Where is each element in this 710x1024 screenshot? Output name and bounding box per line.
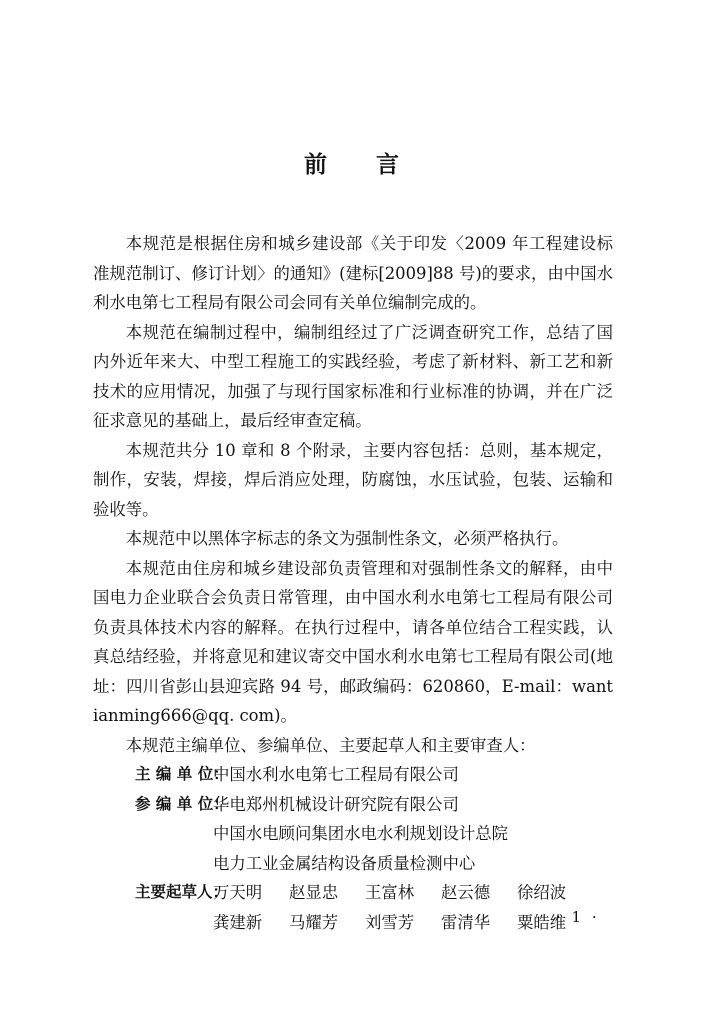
paragraph-4: 本规范中以黑体字标志的条文为强制性条文，必须严格执行。	[125, 529, 569, 548]
drafters-row	[93, 908, 613, 938]
page-number: · 1 ·	[556, 908, 600, 926]
paragraph-1: 本规范是根据住房和城乡建设部《关于印发〈2009 年工程建设标准规范制订、修订计划〉的通知》(建标[2009]88 号)的要求，由中国水利水电第七工程局有限公司会同有关单位编制完成的。	[93, 234, 613, 312]
drafters-names	[213, 908, 613, 938]
drafters-label: 主要起草人：	[135, 883, 229, 901]
drafter-name: 刘雪芳	[365, 912, 415, 932]
contributors-list	[93, 760, 613, 937]
participating-unit-row	[93, 849, 613, 879]
drafter-name: 龚建新	[213, 912, 263, 932]
title-char-2: 言	[376, 152, 401, 178]
drafters-names	[213, 878, 613, 908]
participating-unit-value: 中国水电顾问集团水电水利规划设计总院	[213, 824, 509, 843]
preface-body	[93, 229, 613, 937]
drafter-name: 王富林	[365, 883, 415, 902]
participating-unit-value: 华电郑州机械设计研究院有限公司	[213, 794, 459, 814]
chief-unit-label: 主 编 单 位：	[135, 765, 229, 783]
drafter-name: 万天明	[213, 883, 263, 902]
drafters-row	[93, 878, 613, 908]
participating-unit-label: 参 编 单 位：	[135, 794, 229, 813]
drafter-name: 粟皓维	[517, 912, 567, 932]
paragraph-5: 本规范由住房和城乡建设部负责管理和对强制性条文的解释，由中国电力企业联合会负责日常管理，由中国水利水电第七工程局有限公司负责具体技术内容的解释。在执行过程中，请各单位结合工程实践，认真总结经验，并将意见和建议寄交中国水利水电第七工程局有限公司(地址：四川省彭山县迎宾路 94 号，邮政编码：620860，E-mail：wantianming666@qq. com)。	[93, 558, 613, 725]
title-char-1: 前	[304, 152, 329, 178]
chief-unit-value: 中国水利水电第七工程局有限公司	[213, 765, 459, 784]
drafter-name: 赵显忠	[289, 883, 339, 902]
paragraph-6: 本规范主编单位、参编单位、主要起草人和主要审查人：	[125, 735, 536, 755]
drafter-name: 马耀芳	[289, 912, 339, 932]
drafter-name: 赵云德	[441, 883, 491, 902]
participating-unit-row	[93, 819, 613, 849]
chief-unit-row	[93, 760, 613, 790]
drafter-name: 雷清华	[441, 912, 491, 932]
paragraph-2: 本规范在编制过程中，编制组经过了广泛调查研究工作，总结了国内外近年来大、中型工程施工的实践经验，考虑了新材料、新工艺和新技术的应用情况，加强了与现行国家标准和行业标准的协调，并在广泛征求意见的基础上，最后经审查定稿。	[93, 322, 613, 430]
participating-unit-value: 电力工业金属结构设备质量检测中心	[213, 853, 476, 873]
drafter-name: 徐绍波	[517, 883, 567, 902]
participating-unit-row	[93, 790, 613, 820]
paragraph-3: 本规范共分 10 章和 8 个附录，主要内容包括：总则，基本规定，制作，安装，焊接，焊后消应处理，防腐蚀，水压试验，包装、运输和验收等。	[93, 440, 613, 519]
